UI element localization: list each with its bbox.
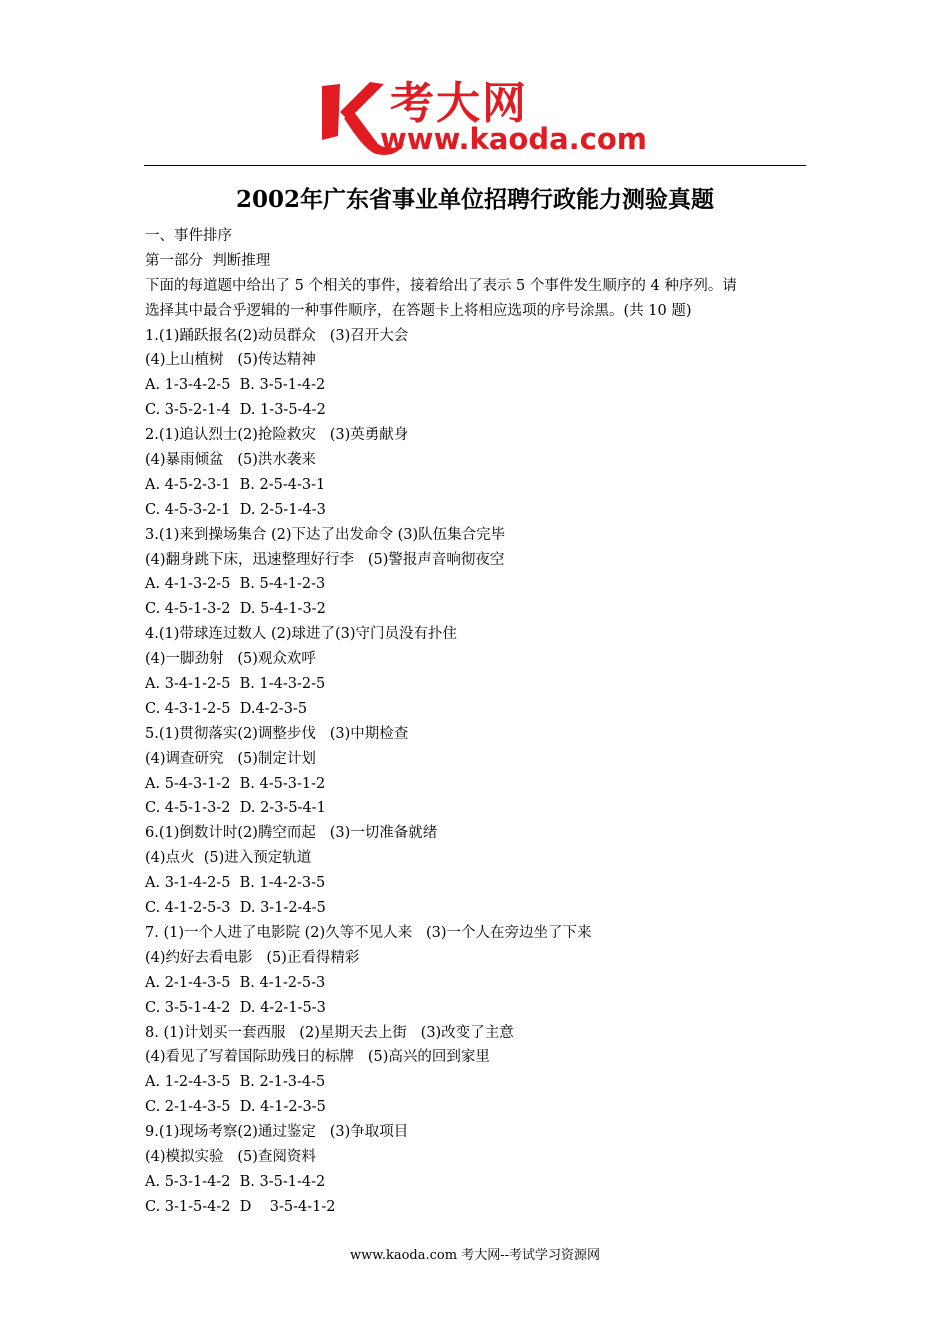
text-line: A. 4-1-3-2-5 B. 5-4-1-2-3 [145, 576, 326, 593]
text-line: (4)翻身跳下床，迅速整理好行李 (5)警报声音响彻夜空 [145, 551, 505, 568]
text-line: (4)看见了写着国际助残日的标牌 (5)高兴的回到家里 [145, 1049, 490, 1066]
text-line: A. 1-3-4-2-5 B. 3-5-1-4-2 [145, 377, 326, 394]
text-line: C. 4-5-1-3-2 D. 5-4-1-3-2 [145, 601, 326, 618]
header-divider [144, 165, 806, 166]
kaoda-logo [318, 78, 648, 158]
text-line: A. 1-2-4-3-5 B. 2-1-3-4-5 [145, 1074, 326, 1091]
text-line: 下面的每道题中给出了 5 个相关的事件，接着给出了表示 5 个事件发生顺序的 4 种序列。请 [145, 277, 737, 294]
text-line: 一、事件排序 [145, 228, 232, 244]
text-line: 1.(1)踊跃报名(2)动员群众 (3)召开大会 [145, 327, 409, 344]
text-line: A. 3-1-4-2-5 B. 1-4-2-3-5 [145, 875, 326, 892]
text-line: (4)模拟实验 (5)查阅资料 [145, 1148, 316, 1165]
text-line: C. 4-5-1-3-2 D. 2-3-5-4-1 [145, 800, 326, 817]
text-line: C. 3-5-1-4-2 D. 4-2-1-5-3 [145, 999, 326, 1016]
text-line: 9.(1)现场考察(2)通过鉴定 (3)争取项目 [145, 1124, 409, 1141]
text-line: 3.(1)来到操场集合 (2)下达了出发命令 (3)队伍集合完毕 [145, 526, 506, 543]
text-line: C. 3-1-5-4-2 D 3-5-4-1-2 [145, 1198, 336, 1215]
document-body [145, 224, 765, 1220]
text-line: C. 4-5-3-2-1 D. 2-5-1-4-3 [145, 501, 326, 518]
text-line: (4)暴雨倾盆 (5)洪水袭来 [145, 452, 316, 469]
text-line: 2.(1)追认烈士(2)抢险救灾 (3)英勇献身 [145, 427, 409, 444]
text-line: 选择其中最合乎逻辑的一种事件顺序，在答题卡上将相应选项的序号涂黑。(共 10 题) [145, 302, 692, 319]
text-line: A. 3-4-1-2-5 B. 1-4-3-2-5 [145, 676, 326, 693]
text-line: A. 5-3-1-4-2 B. 3-5-1-4-2 [145, 1173, 326, 1190]
text-line: (4)调查研究 (5)制定计划 [145, 750, 316, 767]
text-line: 6.(1)倒数计时(2)腾空而起 (3)一切准备就绪 [145, 825, 438, 842]
text-line: A. 5-4-3-1-2 B. 4-5-3-1-2 [145, 775, 326, 792]
logo-brand-text: 考大网 [390, 78, 528, 129]
text-line: (4)约好去看电影 (5)正看得精彩 [145, 949, 360, 966]
text-line: A. 2-1-4-3-5 B. 4-1-2-5-3 [145, 974, 326, 991]
text-line: C. 4-1-2-5-3 D. 3-1-2-4-5 [145, 900, 326, 917]
page-footer: www.kaoda.com 考大网--考试学习资源网 [350, 1248, 600, 1263]
document-title: 2002年广东省事业单位招聘行政能力测验真题 [235, 186, 714, 213]
text-line: 5.(1)贯彻落实(2)调整步伐 (3)中期检查 [145, 725, 409, 742]
text-line: C. 4-3-1-2-5 D.4-2-3-5 [145, 700, 308, 717]
text-line: C. 2-1-4-3-5 D. 4-1-2-3-5 [145, 1099, 326, 1116]
text-line: A. 4-5-2-3-1 B. 2-5-4-3-1 [145, 476, 326, 493]
logo-url-text: www.kaoda.com [380, 122, 647, 156]
text-line: (4)一脚劲射 (5)观众欢呼 [145, 651, 316, 668]
text-line: 7. (1)一个人进了电影院 (2)久等不见人来 (3)一个人在旁边坐了下来 [145, 924, 592, 941]
text-line: (4)上山植树 (5)传达精神 [145, 352, 316, 369]
text-line: C. 3-5-2-1-4 D. 1-3-5-4-2 [145, 402, 326, 419]
text-line: 第一部分 判断推理 [145, 252, 271, 269]
text-line: (4)点火 (5)进入预定轨道 [145, 850, 312, 867]
text-line: 4.(1)带球连过数人 (2)球进了(3)守门员没有扑住 [145, 626, 458, 643]
text-line: 8. (1)计划买一套西服 (2)星期天去上街 (3)改变了主意 [145, 1024, 514, 1041]
